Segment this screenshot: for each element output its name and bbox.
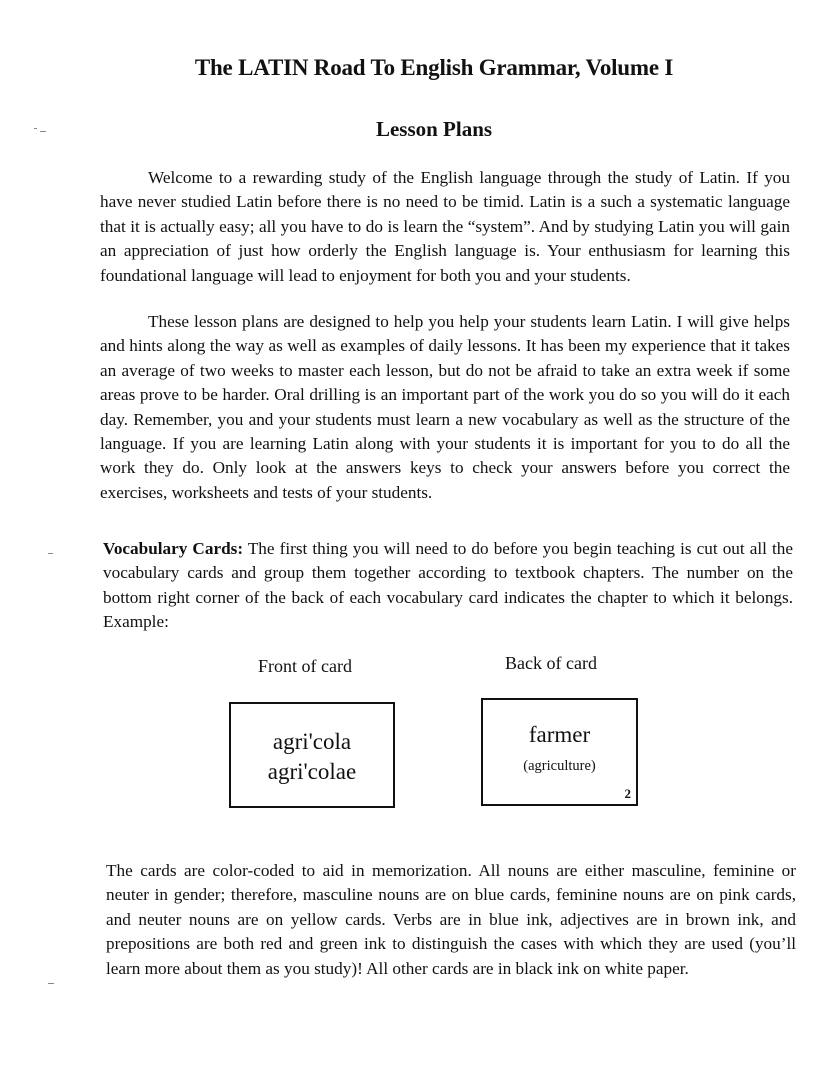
back-card-derivative: (agriculture) [523, 758, 596, 774]
document-subtitle: Lesson Plans [375, 117, 493, 141]
document-title: The LATIN Road To English Grammar, Volume I [194, 55, 674, 80]
color-coding-paragraph: The cards are color-coded to aid in memorization. All nouns are either masculine, feminine or neuter in gender; therefore, masculine nouns are on blue cards, feminine nouns are on pink cards, and neuter nouns are on yellow cards. Verbs are in blue ink, adjectives are in brown ink, and prepositions are both red and green ink to distinguish the cases with which they are used (you’ll learn more about them as you study)! All other cards are in black ink on white paper. [106, 861, 796, 978]
back-card-chapter-number: 2 [624, 786, 631, 801]
front-of-card-label: Front of card [258, 656, 352, 676]
intro-paragraph [100, 166, 790, 288]
lesson-plans-paragraph [100, 310, 790, 505]
vocabulary-cards-paragraph [103, 537, 793, 635]
front-card-line-1: agri'cola [272, 729, 352, 754]
front-card-line-2: agri'colae [267, 759, 357, 784]
vocabulary-cards-text: The first thing you will need to do before you begin teaching is cut out all the vocabulary cards and group them together according to textbook chapters. The number on the bottom right corner of the back of each vocabulary card indicates the chapter to which it belongs. Example: [103, 539, 793, 632]
back-card-word: farmer [528, 722, 591, 747]
scan-speck [48, 553, 53, 554]
scan-speck [48, 983, 54, 984]
back-card-example [481, 698, 638, 806]
vocabulary-cards-heading: Vocabulary Cards: [103, 539, 244, 558]
intro-paragraph-text: Welcome to a rewarding study of the English language through the study of Latin. If you have never studied Latin before there is no need to be timid. Latin is a such a systematic language that it is actually easy; all you have to do is learn the “system”. And by studying Latin you will gain an appreciation of just how orderly the English language is. Your enthusiasm for learning this foundational language will lead to enjoyment for both you and your students. [100, 168, 790, 285]
lesson-plans-paragraph-text: These lesson plans are designed to help you help your students learn Latin. I will give helps and hints along the way as well as examples of daily lessons. It has been my experience that it takes an average of two weeks to master each lesson, but do not be afraid to take an extra week if some areas prove to be harder. Oral drilling is an important part of the work you do so you will do it each day. Remember, you and your students must learn a new vocabulary as well as the structure of the language. If you are learning Latin along with your students it is important for you to do all the work they do. Only look at the answers keys to check your answers before you correct the exercises, worksheets and tests of your students. [100, 312, 790, 502]
back-of-card-label: Back of card [505, 653, 597, 673]
front-card-example [229, 702, 395, 808]
